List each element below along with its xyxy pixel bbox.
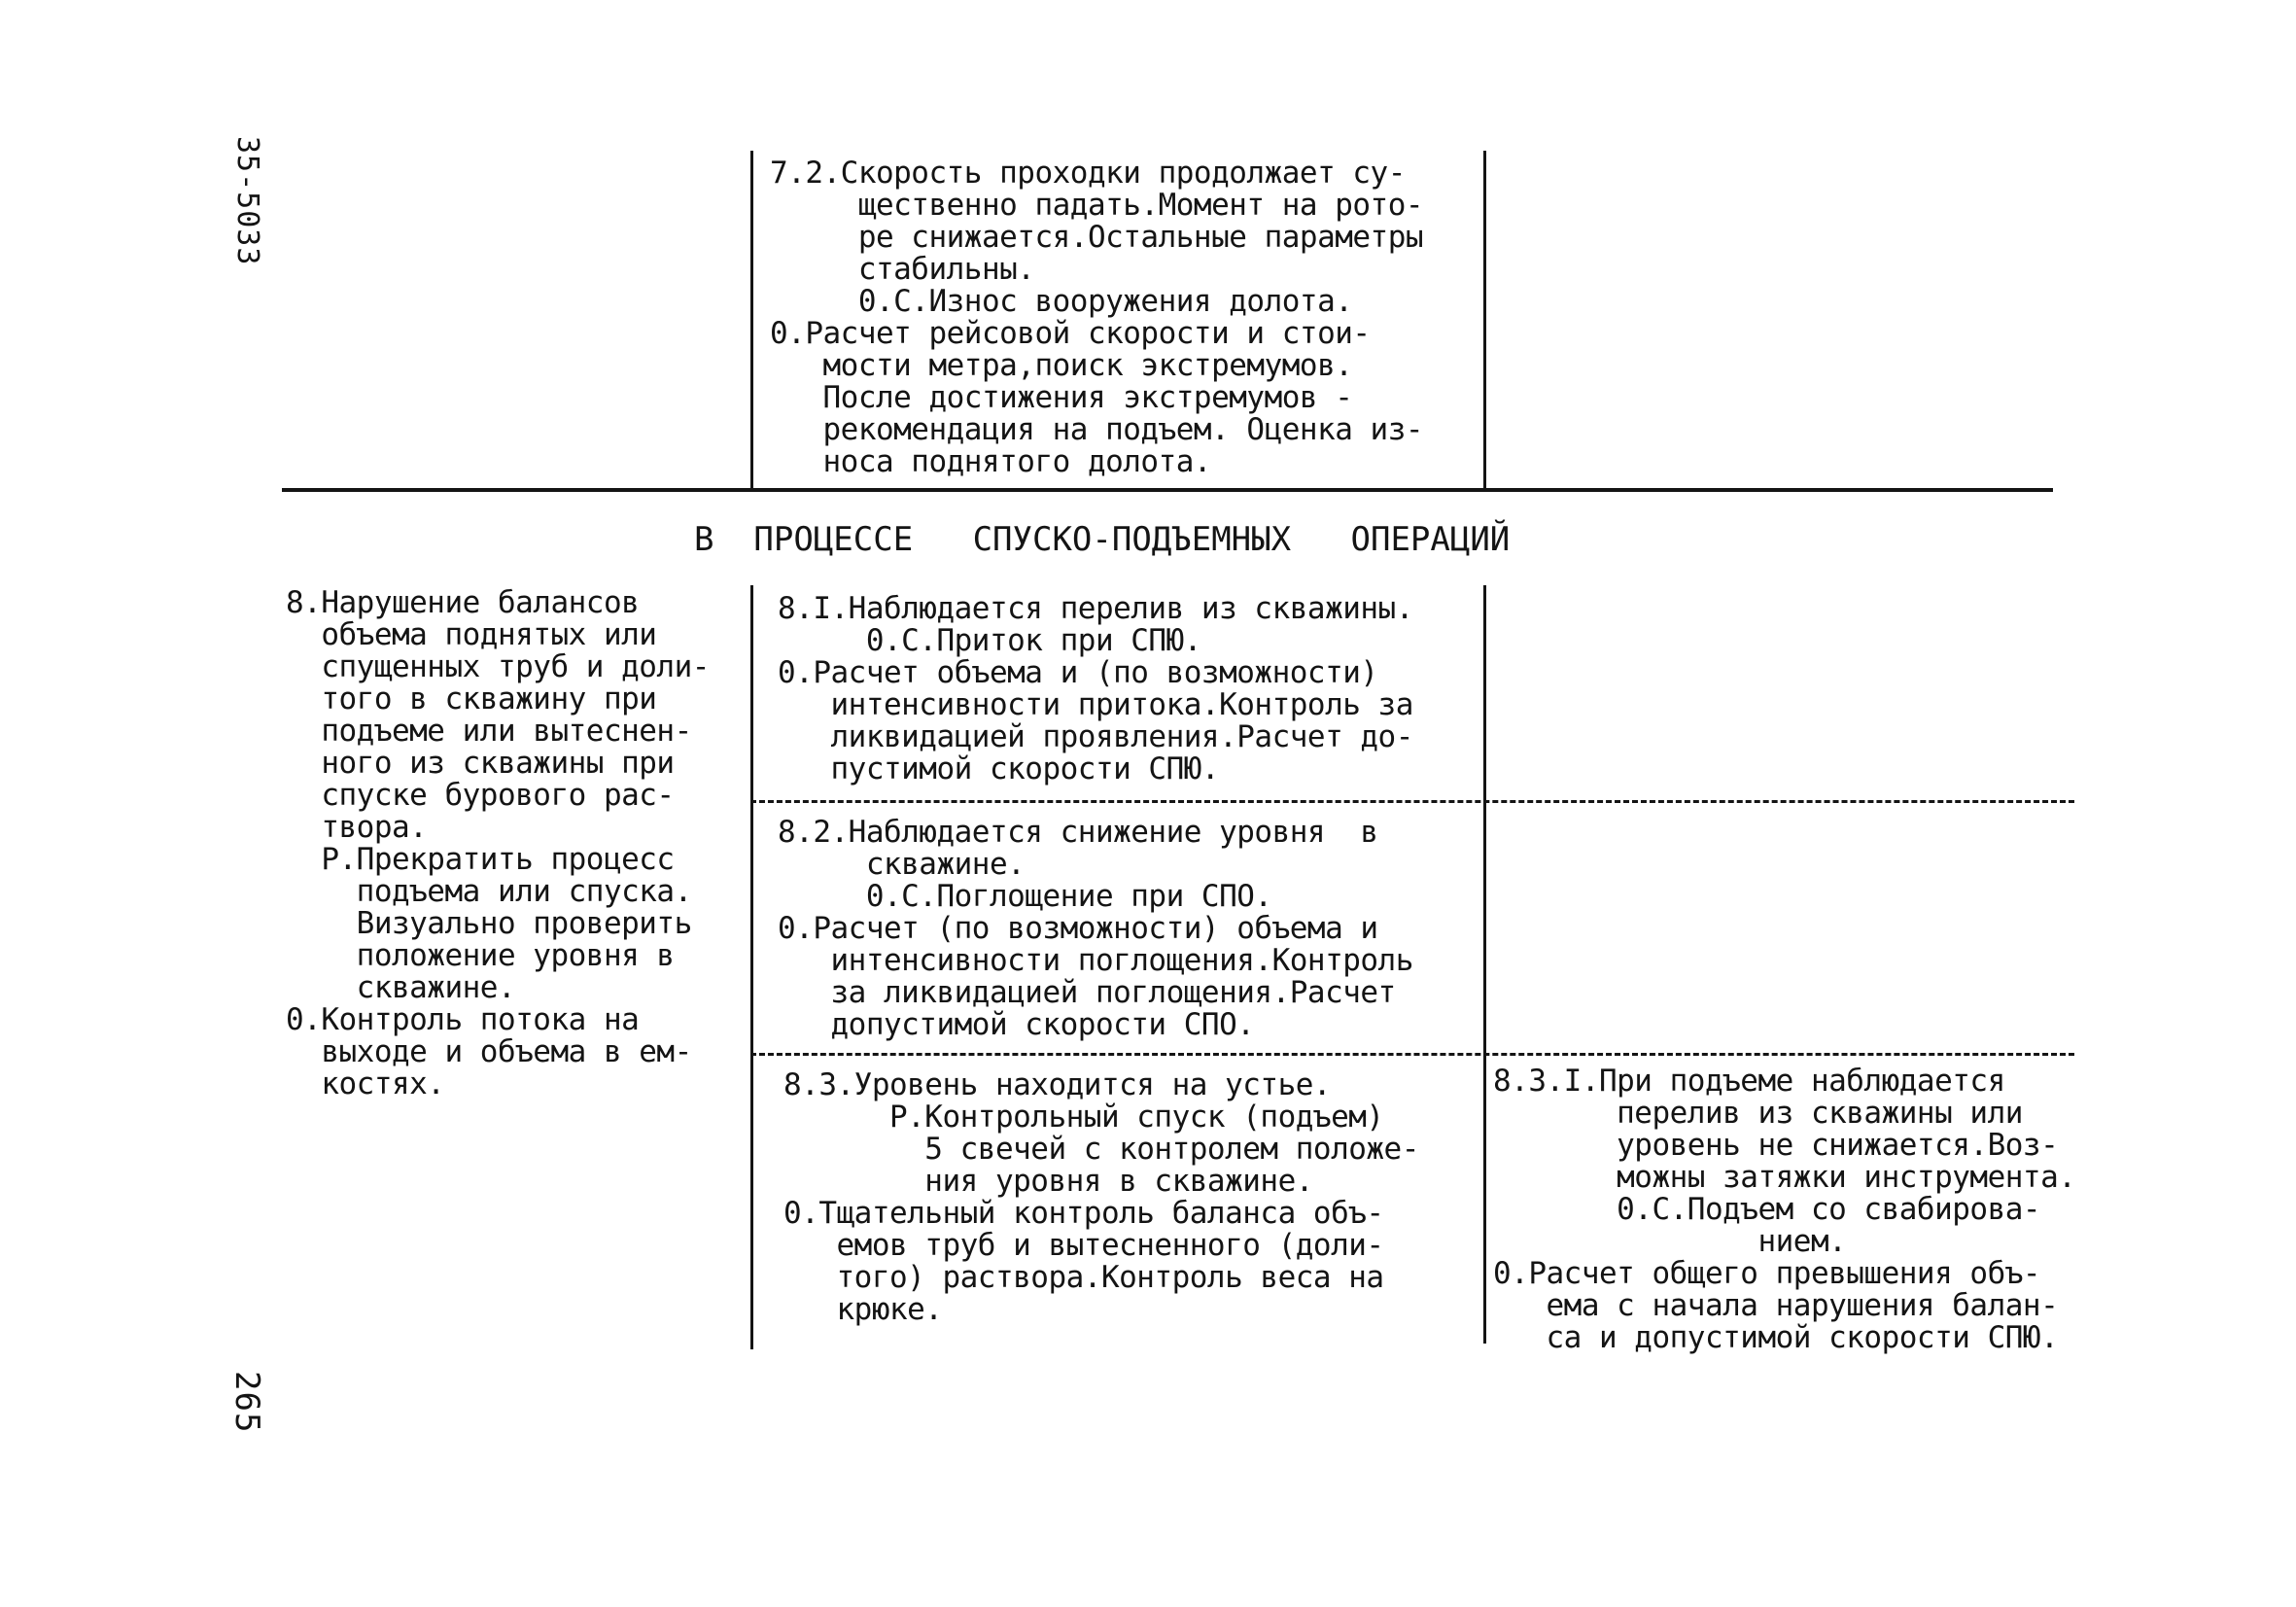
row8-2-line: допустимой скорости СПО. <box>778 1007 1255 1042</box>
row8-3-1-line: 0.Расчет общего превышения объ- <box>1493 1256 2041 1291</box>
dashed-separator-1 <box>750 800 2074 803</box>
row8-left-line: подъема или спуска. <box>286 874 692 909</box>
row7-line: носа поднятого долота. <box>770 444 1212 479</box>
row8-3-line: того) раствора.Контроль веса на <box>783 1260 1384 1295</box>
section-heading: В ПРОЦЕССЕ СПУСКО-ПОДЪЕМНЫХ ОПЕРАЦИЙ <box>694 520 1511 559</box>
row8-1-line: интенсивности притока.Контроль за <box>778 687 1413 722</box>
row8-3-1-line: 0.С.Подъем со свабирова- <box>1493 1192 2041 1227</box>
row8-left-line: 8.Нарушение балансов <box>286 585 640 620</box>
row8-1-text-block <box>778 593 1413 786</box>
row8-1-line: 0.Расчет объема и (по возможности) <box>778 655 1378 690</box>
row7-line: 7.2.Скорость проходки продолжает су- <box>770 156 1406 191</box>
dashed-separator-2 <box>750 1053 2074 1056</box>
row7-line: 0.Расчет рейсовой скорости и стои- <box>770 316 1371 351</box>
row8-2-line: 8.2.Наблюдается снижение уровня в <box>778 815 1378 850</box>
row8-2-line: 0.Расчет (по возможности) объема и <box>778 911 1378 946</box>
row7-line: мости метра,поиск экстремумов. <box>770 348 1353 383</box>
row7-line: рекомендация на подъем. Оценка из- <box>770 412 1424 447</box>
row8-left-text-block <box>286 587 710 1100</box>
page-number: 265 <box>227 1371 266 1434</box>
row8-3-1-line: са и допустимой скорости СПЮ. <box>1493 1320 2059 1355</box>
row8-middle-right-border <box>1483 585 1486 1344</box>
row8-3-1-text-block <box>1493 1066 2075 1354</box>
row8-3-1-line: уровень не снижается.Воз- <box>1493 1128 2059 1163</box>
row8-left-line: выходе и объема в ем- <box>286 1034 692 1069</box>
row7-line: ре снижается.Остальные параметры <box>770 220 1424 255</box>
row8-left-line: положение уровня в <box>286 938 675 973</box>
row8-left-line: спуске бурового рас- <box>286 778 675 813</box>
row8-left-line: твора. <box>286 810 428 845</box>
row8-left-line: ного из скважины при <box>286 746 675 781</box>
row8-2-line: 0.С.Поглощение при СПО. <box>778 879 1272 914</box>
row8-left-line: того в скважину при <box>286 681 657 716</box>
row8-left-line: костях. <box>286 1066 445 1101</box>
row7-right-border <box>1483 151 1486 491</box>
row8-3-line: 0.Тщательный контроль баланса объ- <box>783 1196 1384 1231</box>
row8-2-text-block <box>778 817 1413 1041</box>
row8-left-line: скважине. <box>286 970 516 1005</box>
row8-left-line: объема поднятых или <box>286 617 657 652</box>
row7-left-border <box>750 151 753 491</box>
row8-left-line: 0.Контроль потока на <box>286 1002 640 1037</box>
row7-line: щественно падать.Момент на рото- <box>770 188 1424 223</box>
row7-line: стабильны. <box>770 252 1035 287</box>
row8-2-line: скважине. <box>778 847 1026 882</box>
row8-1-line: ликвидацией проявления.Расчет до- <box>778 719 1413 754</box>
row8-3-1-line: перелив из скважины или <box>1493 1096 2023 1131</box>
row8-2-line: интенсивности поглощения.Контроль <box>778 943 1413 978</box>
row8-middle-left-border <box>750 585 753 1349</box>
row8-1-line: 8.I.Наблюдается перелив из скважины. <box>778 591 1413 626</box>
row8-3-1-line: 8.3.I.При подъеме наблюдается <box>1493 1064 2005 1099</box>
row8-3-1-line: можны затяжки инструмента. <box>1493 1160 2076 1195</box>
row8-1-line: пустимой скорости СПЮ. <box>778 751 1220 786</box>
row8-3-line: ния уровня в скважине. <box>783 1164 1313 1199</box>
row8-left-line: подъеме или вытеснен- <box>286 714 692 749</box>
row8-2-line: за ликвидацией поглощения.Расчет <box>778 975 1396 1010</box>
row8-3-line: 5 свечей с контролем положе- <box>783 1132 1419 1167</box>
row8-3-1-line: ема с начала нарушения балан- <box>1493 1288 2059 1323</box>
row8-3-text-block <box>783 1069 1419 1326</box>
row8-3-line: емов труб и вытесненного (доли- <box>783 1228 1384 1263</box>
row8-3-line: 8.3.Уровень находится на устье. <box>783 1067 1332 1102</box>
row7-text-block <box>770 157 1423 478</box>
row8-left-line: Р.Прекратить процесс <box>286 842 675 877</box>
document-code: 35-5033 <box>230 136 264 266</box>
row8-3-1-line: нием. <box>1493 1224 1847 1259</box>
row8-3-line: Р.Контрольный спуск (подъем) <box>783 1100 1384 1135</box>
row8-left-line: Визуально проверить <box>286 906 692 941</box>
section-separator <box>282 488 2053 492</box>
row8-1-line: 0.С.Приток при СПЮ. <box>778 623 1201 658</box>
row8-left-line: спущенных труб и доли- <box>286 649 710 684</box>
row8-3-line: крюке. <box>783 1292 943 1327</box>
row7-line: После достижения экстремумов - <box>770 380 1353 415</box>
row7-line: 0.С.Износ вооружения долота. <box>770 284 1353 319</box>
